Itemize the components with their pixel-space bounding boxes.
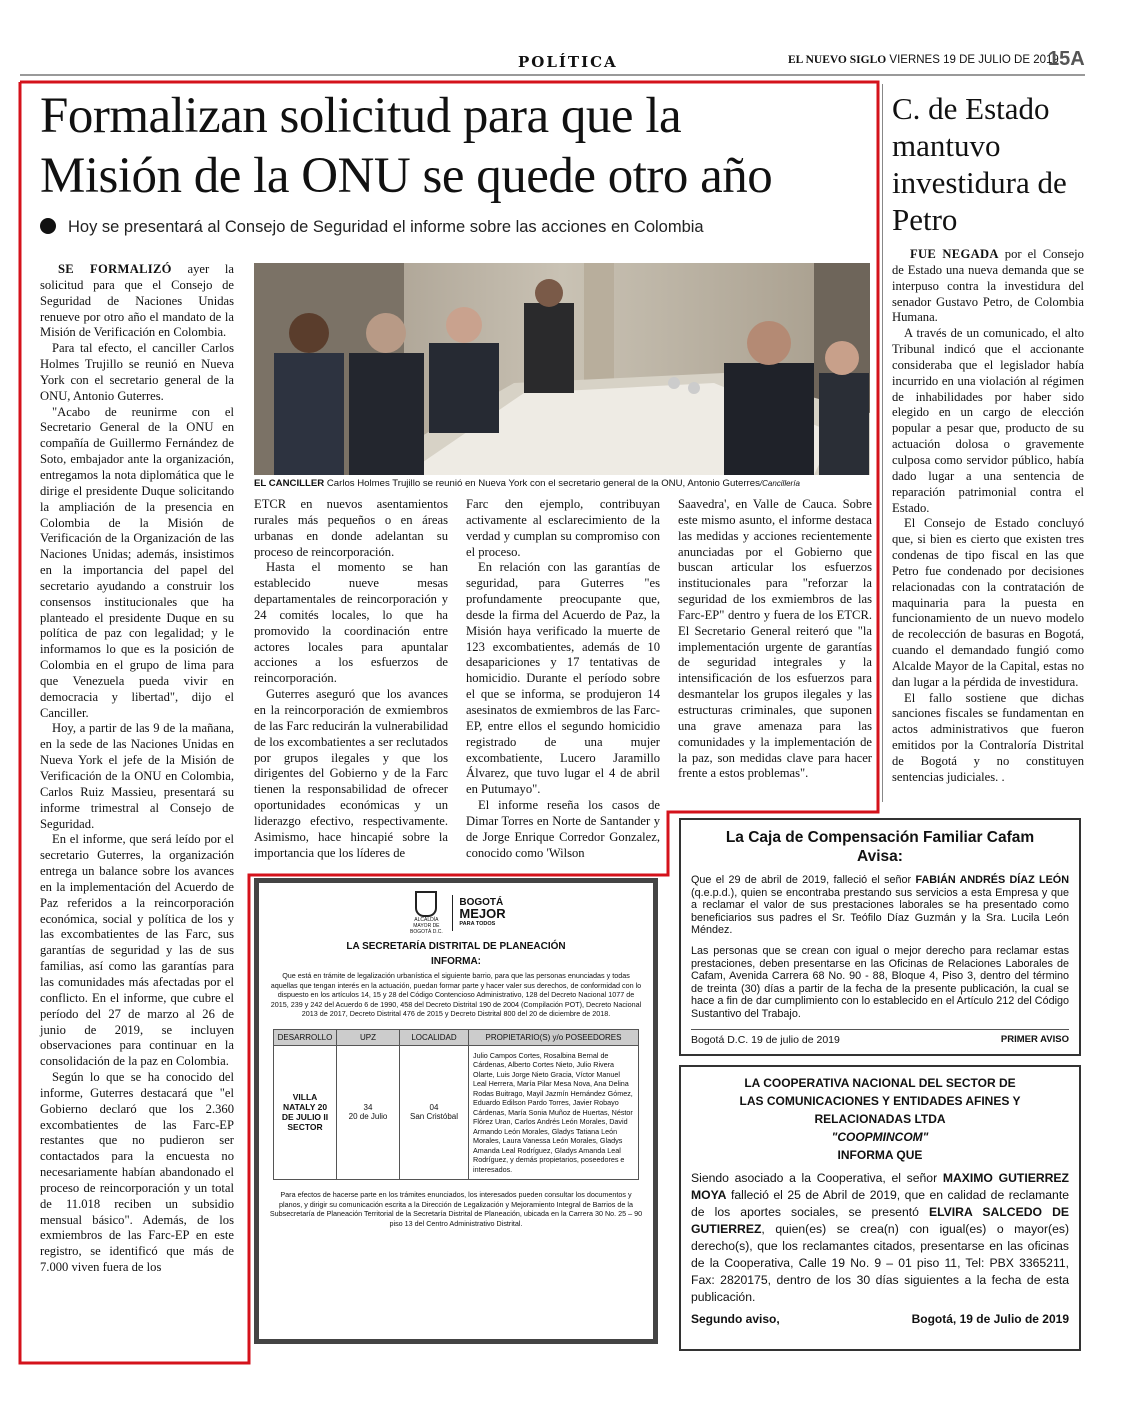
cafam-notice (679, 818, 1081, 1056)
coop-body (691, 1170, 1069, 1306)
loc-name: San Cristóbal (409, 1112, 459, 1122)
main-headline (40, 86, 875, 206)
paragraph: El informe reseña los casos de Dimar Torres en Norte de Santander y de Jorge Enrique Corredor Gonzalez, conocido como 'Wilson (466, 798, 660, 860)
paragraph: Para tal efecto, el canciller Carlos Holmes Trujillo se reunió en Nueva York con el secretario general de la ONU, Antonio Guterres. (40, 341, 234, 403)
coop-title (691, 1074, 1069, 1164)
cafam-p2: Las personas que se crean con igual o mejor derecho para reclamar estas prestaciones, deben presentarse en las Oficinas de Relaciones Laborales de Cafam, Avenida Carrera 68 No. 90 - 88, Bloque 4, Piso 3, dentro del término de treinta (30) días a partir de la fecha de la presente publicación, la cual se hace a fin de dar cumplimiento con lo establecido en el Artículo 212 del Código Sustantivo del Trabajo. (691, 944, 1069, 1020)
cell-upz (337, 1045, 400, 1180)
paragraph: "Acabo de reunirme con el Secretario General de la ONU en compañía de Guillermo Fernández de Soto, embajador ante la organización, entregamos la nota diplomática que le dirige el presidente Duque solicitando la ampliación de la presencia en Colombia de la Misión de Verificación de la Organización de las Naciones Unidas; además, insistimos en la importancia del papel del secretario ayudando a construir los consensos institucionales que ha planteado el presidente Duque en su política de paz con legalidad; y le informamos lo que es la posición de Colombia en el grupo de lima para que Venezuela pueda vivir en democracia y libertad", dijo el Canciller. (40, 404, 234, 720)
upz-num: 34 (363, 1103, 373, 1113)
paragraph: En relación con las garantías de seguridad, para Guterres "es profundamente preocupante que, desde la firma del Acuerdo de Paz, la Misión haya verificado la muerte de 123 excombatientes, además de 10 desapariciones y 17 tentativas de homicidio. Durante el período sobre el que se informa, se produjeron 14 asesinatos de exmiembros de las Farc-EP, entre ellos el segundo homicidio registrado de una mujer excombatiente, Lucero Jaramillo Álvarez, que tuvo lugar el 4 de abril en Putumayo". (466, 560, 660, 797)
cafam-footer (691, 1029, 1069, 1046)
coop-footer-left: Segundo aviso, (691, 1312, 780, 1326)
col-desarrollo: DESARROLLO (274, 1029, 337, 1045)
cell-localidad (400, 1045, 469, 1180)
paragraph: Saavedra', en Valle de Cauca. Sobre este mismo asunto, el informe destaca las medidas y acciones recientemente anunciadas por el Gobierno que buscan articular los esfuerzos institucionales para "reforzar la seguridad de los exmiembros de las Farc-EP" dentro y fuera de los ETCR. El Secretario General reiteró que "la implementación urgente de garantías de seguridad integrales y la intensificación de los esfuerzos para desmantelar los grupos ilegales y las estructuras criminales, que suponen una grave amenaza para las comunidades y la implementación de la paz, son medidas clave para hacer frente a estos problemas". (678, 497, 872, 781)
paragraph: El fallo sostiene que dichas sanciones fiscales se fundamentan en actos administrativos que fueron emitidos por la Contraloría Distrital de Bogotá y no constituyen sentencias judiciales. . (892, 690, 1084, 784)
cafam-p1 (691, 874, 1069, 937)
table-row (274, 1045, 639, 1180)
cell-desarrollo: VILLA NATALY 20 DE JULIO II SECTOR (274, 1045, 337, 1180)
photo-caption (254, 478, 874, 489)
sdp-subtitle: INFORMA: (431, 956, 481, 967)
coop-name-2: ELVIRA SALCEDO DE GUTIERREZ (691, 1205, 1070, 1236)
coop-name-1: MAXIMO GUTIERREZ MOYA (691, 1171, 1070, 1202)
coop-footer (691, 1312, 1069, 1326)
paragraph: Farc den ejemplo, contribuyan activamente al esclarecimiento de la verdad y cumplan su compromiso con el proceso. (466, 497, 660, 559)
coop-title-2: LAS COMUNICACIONES Y ENTIDADES AFINES Y (739, 1094, 1021, 1108)
coop-title-4: "COOPMINCOM" (831, 1130, 929, 1144)
coopmincom-notice (679, 1065, 1081, 1351)
caption-text: Carlos Holmes Trujillo se reunió en Nueva York con el secretario general de la ONU, Antonio Guterres (326, 478, 760, 489)
cell-owners: Julio Campos Cortes, Rosalbina Bernal de Cárdenas, Alberto Cortes Nieto, Julio Rivera Olarte, Luis Jorge Nieto Gracia, Víctor Manuel Leal Herrera, María Pilar Mesa Nova, Ana Delina Rodas Buitrago, Mayil Jazmín Hernández Gómez, Eduardo Edilson Pardo Torres, Javier Robayo Cárdenas, María Sonia Muñoz de Huertas, Néstor Flórez Uran, Carlos Andrés León Morales, David Armando León Morales, Gladys Tatiana León Morales, Laura Vanessa León Morales, Gladys Amanda Leal Rodríguez, Gladys Amanda Leal Rodríguez, y demás propietarios, poseedores e interesados. (469, 1045, 639, 1180)
headline-line-1: Formalizan solicitud para que la (40, 88, 682, 144)
coop-t2: falleció el 25 de Abril de 2019, que en calidad de reclamante de los aportes sociales, se presentó (691, 1188, 1070, 1219)
main-column-1 (40, 262, 234, 1276)
sdp-intro: Que está en trámite de legalización urbanística el siguiente barrio, para que las personas enunciadas y todas aquellas que tengan interés en la actuación, puedan formar parte y hacer valer sus derechos, de conformidad con lo dispuesto en los artículos 14, 15 y 28 del Código Contencioso Administrativo, 128 del Decreto Nacional 1077 de 2015, 239 y 242 del Acuerdo 6 de 1990, 458 del Decreto Distrital 190 de 2004 (Compilación POT), Decreto Nacional 2013 de 2017, Decreto Distrital 476 de 2015 y Decreto Distrital 800 del 20 de diciembre de 2018. (270, 971, 642, 1018)
logo-bogota: BOGOTÁ (459, 896, 504, 908)
alcaldia-text: ALCALDÍA MAYOR DE BOGOTÁ D.C. (409, 917, 443, 935)
coop-title-1: LA COOPERATIVA NACIONAL DEL SECTOR DE (744, 1076, 1016, 1090)
paragraph: Guterres aseguró que los avances en la reincorporación de exmiembros de las Farc reducirán la vulnerabilidad de los excombatientes a ser reclutados por grupos ilegales y que los dirigentes del Gobierno y de la Farc tienen la responsabilidad de ofrecer oportunidades económicas y un liderazgo efectivo, respectivamente. Asimismo, hace hincapié sobre la importancia que los líderes de (254, 687, 448, 860)
photo-credit: /Cancillería (759, 479, 800, 488)
logo-todos: PARA TODOS (459, 920, 496, 927)
paragraph (40, 262, 234, 341)
side-lead-in: FUE NEGADA (910, 247, 999, 261)
headline-line-2: Misión de la ONU se quede otro año (40, 148, 773, 204)
deck (40, 218, 870, 237)
paper-name: EL NUEVO SIGLO (788, 54, 887, 66)
deck-text: Hoy se presentará al Consejo de Seguridad el informe sobre las acciones en Colombia (68, 218, 704, 236)
coop-t3: , quien(es) se crea(n) con igual(es) o mayor(es) derecho(s), que los reclamantes citados, presentarse en las oficinas de la Cooperativa, Calle 19 No. 9 – 01 piso 11, Tel: PBX 3365211, Fax: 2820175, dentro de los 30 días siguientes a la fecha de esta publicación. (691, 1222, 1069, 1304)
caption-lead: EL CANCILLER (254, 478, 325, 489)
cafam-footer-date: Bogotá D.C. 19 de julio de 2019 (691, 1033, 840, 1046)
paragraph: Hoy, a partir de las 9 de la mañana, en la sede de las Naciones Unidas en Nueva York el jefe de la Misión de Verificación de la ONU en Colombia, Carlos Ruiz Massieu, presentará su informe trimestral al Consejo de Seguridad. (40, 721, 234, 831)
upz-name: 20 de Julio (348, 1112, 388, 1122)
lead-in: SE FORMALIZÓ (58, 262, 172, 276)
table-header (274, 1029, 639, 1045)
sdp-notice (254, 878, 658, 1344)
coop-t1: Siendo asociado a la Cooperativa, el señor (691, 1171, 938, 1185)
p1: ayer la solicitud para que el Consejo de Seguridad de Naciones Unidas renueve por otro año el mandato de la Misión de Verificación en Colombia. (40, 262, 234, 340)
bogota-logo (459, 897, 505, 930)
loc-num: 04 (429, 1103, 439, 1113)
logo-mejor: MEJOR (459, 905, 506, 921)
shield-icon (415, 891, 437, 917)
side-p1: por el Consejo de Estado una nueva demanda que se interpuso contra la investidura del senador Gustavo Petro, de Colombia Humana. (892, 247, 1084, 325)
paragraph: En el informe, que será leído por el secretario Guterres, la organización entrega un balance sobre los avances en la implementación del Acuerdo de Paz referidos a la reincorporación económica, social y política de los y las excombatientes de las Farc, sus garantías de seguridad y las de sus familias, así como las garantías para las comunidades más afectadas por el conflicto. En el informe, que cubre el período del 27 de marzo al 26 de junio de 2019, se incluyen observaciones para continuar en la consolidación de la paz en Colombia. (40, 832, 234, 1069)
sdp-table (273, 1029, 639, 1181)
sdp-logo (259, 891, 653, 935)
paragraph (892, 247, 1084, 326)
issue-date: VIERNES 19 DE JULIO DE 2019 (889, 54, 1059, 66)
paragraph: Hasta el momento se han establecido nueve mesas departamentales de reincorporación y 24 comités locales, lo que ha promovido la coordinación entre actores locales para apuntalar acciones a los esfuerzos de reincorporación. (254, 560, 448, 686)
cafam-footer-notice: PRIMER AVISO (1000, 1033, 1069, 1045)
deceased-name: FABIÁN ANDRÉS DÍAZ LEÓN (915, 874, 1070, 886)
coop-title-5: INFORMA QUE (837, 1148, 923, 1162)
alcaldia-logo (406, 891, 446, 935)
main-column-2 (254, 497, 448, 861)
section-label: POLÍTICA (518, 53, 618, 71)
paragraph: A través de un comunicado, el alto Tribunal indicó que el accionante consideraba que el legislador había incurrido en una violación al régimen de inhabilidades por haber sido elegido en un cargo de elección popular a pesar que, producto de su actuación dolosa o gravemente culposa como servidor público, había dado lugar a una sentencia de reparación patrimonial contra el Estado. (892, 326, 1084, 515)
column-rule (882, 84, 883, 802)
cafam-title: La Caja de Compensación Familiar Cafam (725, 829, 1035, 846)
sdp-footer: Para efectos de hacerse parte en los trámites enunciados, los interesados pueden consultar los documentos y planos, y dirigir su comunicación escrita a la Dirección de Legalización y Mejoramiento Integral de Barrios de la Subsecretaría de Planeación Territorial de la Secretaría Distrital de Planeación, ubicada en la Carrera 30 No. 25 – 90 piso 13 del Centro Administrativo Distrital. (269, 1190, 643, 1228)
col-upz: UPZ (337, 1029, 400, 1045)
coop-title-3: RELACIONADAS LTDA (814, 1112, 946, 1126)
cafam-p1-a: Que el 29 de abril de 2019, falleció el señor (691, 874, 912, 886)
paragraph: ETCR en nuevos asentamientos rurales más pequeños o en áreas urbanas en donde adelantan su proceso de reincorporación. (254, 497, 448, 559)
coop-footer-right: Bogotá, 19 de Julio de 2019 (911, 1312, 1069, 1326)
page-number: 15A (1048, 48, 1085, 70)
cafam-subtitle: Avisa: (857, 848, 903, 865)
main-column-4 (678, 497, 872, 782)
bullet-icon (40, 218, 56, 234)
side-article-body (892, 247, 1084, 786)
sdp-title: LA SECRETARÍA DISTRITAL DE PLANEACIÓN (346, 941, 566, 952)
col-localidad: LOCALIDAD (400, 1029, 469, 1045)
cafam-p1-b: (q.e.p.d.), quien se encontraba prestando sus servicios a esta Empresa y que a reclamar el valor de sus prestaciones laborales se ha presentado como beneficiarios sus padres el Sr. Teófilo Díaz Guzmán y la Sra. Lucila León Méndez. (691, 886, 1069, 937)
side-headline: C. de Estado mantuvo investidura de Petro (892, 91, 1067, 237)
col-propietarios: PROPIETARIO(S) y/o POSEEDORES (469, 1029, 639, 1045)
main-column-3 (466, 497, 660, 861)
paragraph: Según lo que se ha conocido del informe, Guterres destacará que "el Gobierno declaró que los 2.360 excombatientes de las Farc-EP restantes que no pudieron ser contactados para la encuesta no necesariamente habían abandonado el proceso de reincorporación y un total de 11.018 reciben un subsidio mensual básico". Además, de los exmiembros de las Farc-EP en este registro, se identificó que más de 7.000 viven fuera de los (40, 1070, 234, 1275)
paragraph: El Consejo de Estado concluyó que, si bien es cierto que existen tres condenas de tipo fiscal en las que Petro fue condenado por decisiones relacionadas con la contratación de maquinaria para la puesta en funcionamiento de un nuevo modelo de recolección de basuras en Bogotá, cuando el demandado fungió como Alcalde Mayor de la Capital, estas no dan lugar a la pérdida de investidura. (892, 516, 1084, 689)
meeting-photo (254, 263, 870, 475)
